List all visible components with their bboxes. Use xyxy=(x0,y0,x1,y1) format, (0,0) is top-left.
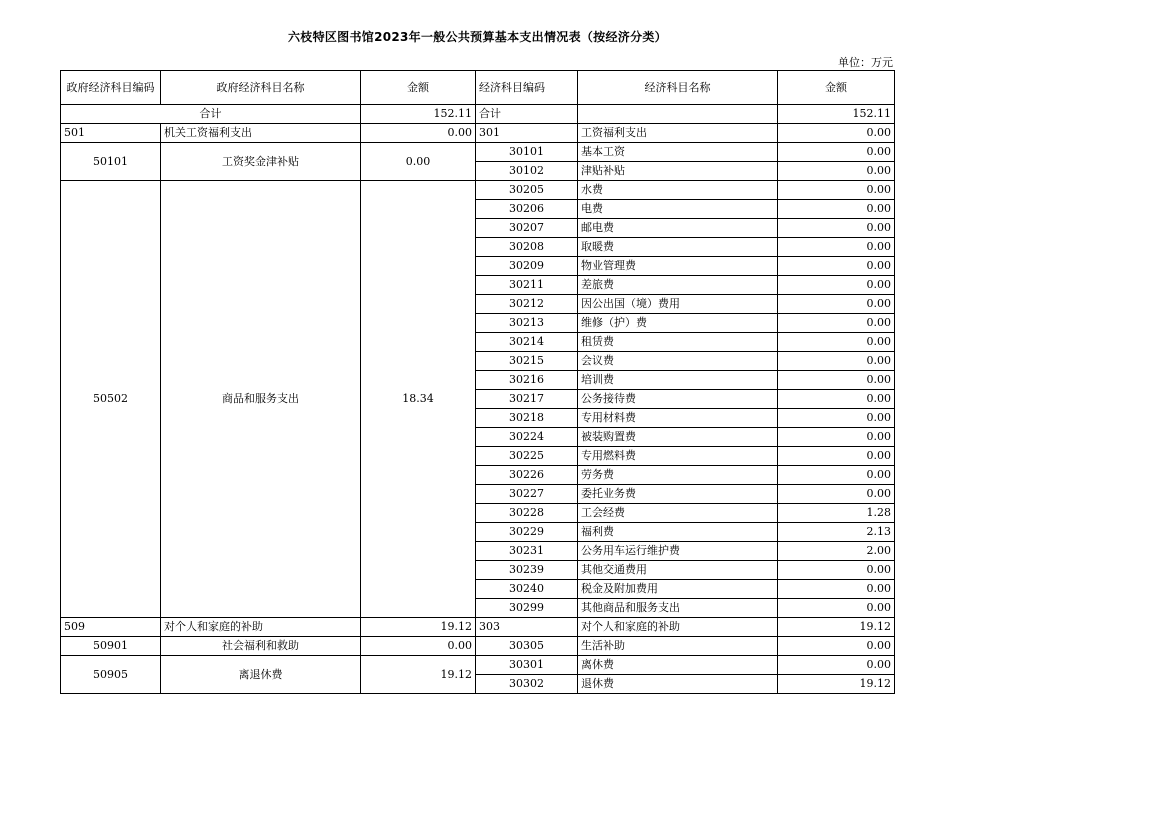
eco-code-cell: 30227 xyxy=(476,485,578,504)
unit-label: 单位：万元 xyxy=(838,56,893,69)
eco-amount-cell: 0.00 xyxy=(778,561,895,580)
gov-amount-cell: 19.12 xyxy=(361,656,476,694)
eco-name-cell: 专用材料费 xyxy=(578,409,778,428)
eco-name-cell: 维修（护）费 xyxy=(578,314,778,333)
eco-amount-cell: 0.00 xyxy=(778,219,895,238)
gov-amount-cell: 0.00 xyxy=(361,124,476,143)
gov-name-cell: 商品和服务支出 xyxy=(161,181,361,618)
eco-amount-cell: 0.00 xyxy=(778,181,895,200)
eco-amount-cell: 0.00 xyxy=(778,162,895,181)
eco-name-cell: 公务用车运行维护费 xyxy=(578,542,778,561)
eco-code-cell: 30302 xyxy=(476,675,578,694)
eco-code-cell: 30205 xyxy=(476,181,578,200)
table-row xyxy=(61,656,895,675)
eco-amount-cell: 0.00 xyxy=(778,466,895,485)
table-row xyxy=(61,618,895,637)
eco-amount-cell: 0.00 xyxy=(778,314,895,333)
eco-name-cell: 工资福利支出 xyxy=(578,124,778,143)
eco-amount-cell: 0.00 xyxy=(778,257,895,276)
eco-amount-cell: 0.00 xyxy=(778,200,895,219)
eco-code-cell: 30206 xyxy=(476,200,578,219)
table-row xyxy=(61,143,895,162)
eco-code-cell: 30305 xyxy=(476,637,578,656)
eco-name-cell: 水费 xyxy=(578,181,778,200)
total-label: 合计 xyxy=(61,105,361,124)
eco-name-cell: 取暖费 xyxy=(578,238,778,257)
eco-amount-cell: 0.00 xyxy=(778,238,895,257)
eco-name-cell: 福利费 xyxy=(578,523,778,542)
gov-amount-cell: 0.00 xyxy=(361,637,476,656)
eco-amount-cell: 19.12 xyxy=(778,675,895,694)
expenditure-table xyxy=(60,70,895,694)
eco-name-cell: 委托业务费 xyxy=(578,485,778,504)
header-eco-amount: 金额 xyxy=(778,71,895,105)
gov-name-cell: 工资奖金津补贴 xyxy=(161,143,361,181)
eco-code-cell: 30224 xyxy=(476,428,578,447)
eco-name-cell: 被装购置费 xyxy=(578,428,778,447)
eco-name-cell: 其他交通费用 xyxy=(578,561,778,580)
eco-code-cell: 30214 xyxy=(476,333,578,352)
eco-code-cell: 30229 xyxy=(476,523,578,542)
gov-code-cell: 50905 xyxy=(61,656,161,694)
gov-code-cell: 50502 xyxy=(61,181,161,618)
gov-code-cell: 509 xyxy=(61,618,161,637)
eco-amount-cell: 0.00 xyxy=(778,371,895,390)
eco-amount-cell: 0.00 xyxy=(778,447,895,466)
eco-name-cell: 会议费 xyxy=(578,352,778,371)
table-row xyxy=(61,124,895,143)
header-gov-name: 政府经济科目名称 xyxy=(161,71,361,105)
gov-amount-cell: 0.00 xyxy=(361,143,476,181)
eco-amount-cell: 0.00 xyxy=(778,295,895,314)
eco-name-cell: 基本工资 xyxy=(578,143,778,162)
eco-amount-cell: 0.00 xyxy=(778,656,895,675)
eco-code-cell: 30213 xyxy=(476,314,578,333)
gov-name-cell: 机关工资福利支出 xyxy=(161,124,361,143)
eco-name-cell: 对个人和家庭的补助 xyxy=(578,618,778,637)
eco-name-cell: 离休费 xyxy=(578,656,778,675)
eco-amount-cell: 0.00 xyxy=(778,637,895,656)
eco-amount-cell: 0.00 xyxy=(778,333,895,352)
header-eco-code: 经济科目编码 xyxy=(476,71,578,105)
eco-name-cell: 培训费 xyxy=(578,371,778,390)
eco-name-cell: 电费 xyxy=(578,200,778,219)
eco-code-cell: 30207 xyxy=(476,219,578,238)
eco-code-cell: 30226 xyxy=(476,466,578,485)
eco-name-cell: 专用燃料费 xyxy=(578,447,778,466)
eco-name-cell: 公务接待费 xyxy=(578,390,778,409)
eco-name-cell: 差旅费 xyxy=(578,276,778,295)
eco-code-cell: 30211 xyxy=(476,276,578,295)
gov-name-cell: 离退休费 xyxy=(161,656,361,694)
eco-amount-cell: 0.00 xyxy=(778,352,895,371)
eco-code-cell: 30216 xyxy=(476,371,578,390)
eco-name-cell: 退休费 xyxy=(578,675,778,694)
eco-code-cell: 30299 xyxy=(476,599,578,618)
eco-code-cell: 30240 xyxy=(476,580,578,599)
eco-name-cell: 因公出国（境）费用 xyxy=(578,295,778,314)
eco-name-cell: 工会经费 xyxy=(578,504,778,523)
eco-code-cell: 30218 xyxy=(476,409,578,428)
header-eco-name: 经济科目名称 xyxy=(578,71,778,105)
eco-amount-cell: 0.00 xyxy=(778,485,895,504)
eco-amount-cell: 0.00 xyxy=(778,409,895,428)
eco-code-cell: 30212 xyxy=(476,295,578,314)
total-eco-amount: 152.11 xyxy=(778,105,895,124)
eco-name-cell: 物业管理费 xyxy=(578,257,778,276)
eco-code-cell: 30301 xyxy=(476,656,578,675)
eco-name-cell: 其他商品和服务支出 xyxy=(578,599,778,618)
gov-name-cell: 社会福利和救助 xyxy=(161,637,361,656)
eco-amount-cell: 1.28 xyxy=(778,504,895,523)
gov-amount-cell: 18.34 xyxy=(361,181,476,618)
gov-name-cell: 对个人和家庭的补助 xyxy=(161,618,361,637)
eco-amount-cell: 0.00 xyxy=(778,428,895,447)
eco-name-cell: 税金及附加费用 xyxy=(578,580,778,599)
header-gov-amount: 金额 xyxy=(361,71,476,105)
gov-amount-cell: 19.12 xyxy=(361,618,476,637)
eco-name-cell: 邮电费 xyxy=(578,219,778,238)
eco-code-cell: 301 xyxy=(476,124,578,143)
table-row xyxy=(61,181,895,200)
eco-code-cell: 30208 xyxy=(476,238,578,257)
total-gov-amount: 152.11 xyxy=(361,105,476,124)
eco-name-cell: 租赁费 xyxy=(578,333,778,352)
eco-code-cell: 303 xyxy=(476,618,578,637)
eco-code-cell: 30239 xyxy=(476,561,578,580)
eco-code-cell: 30209 xyxy=(476,257,578,276)
table-row xyxy=(61,637,895,656)
gov-code-cell: 50101 xyxy=(61,143,161,181)
page-title: 六枝特区图书馆2023年一般公共预算基本支出情况表（按经济分类） xyxy=(287,30,667,44)
eco-code-cell: 30102 xyxy=(476,162,578,181)
eco-amount-cell: 2.00 xyxy=(778,542,895,561)
eco-code-cell: 30101 xyxy=(476,143,578,162)
eco-code-cell: 30231 xyxy=(476,542,578,561)
eco-name-cell: 津贴补贴 xyxy=(578,162,778,181)
eco-amount-cell: 0.00 xyxy=(778,276,895,295)
total-eco-name xyxy=(578,105,778,124)
eco-name-cell: 劳务费 xyxy=(578,466,778,485)
eco-amount-cell: 0.00 xyxy=(778,143,895,162)
eco-amount-cell: 19.12 xyxy=(778,618,895,637)
eco-name-cell: 生活补助 xyxy=(578,637,778,656)
gov-code-cell: 50901 xyxy=(61,637,161,656)
total-eco-label: 合计 xyxy=(476,105,578,124)
gov-code-cell: 501 xyxy=(61,124,161,143)
eco-amount-cell: 0.00 xyxy=(778,390,895,409)
eco-code-cell: 30225 xyxy=(476,447,578,466)
header-gov-code: 政府经济科目编码 xyxy=(61,71,161,105)
eco-code-cell: 30215 xyxy=(476,352,578,371)
eco-amount-cell: 2.13 xyxy=(778,523,895,542)
eco-amount-cell: 0.00 xyxy=(778,580,895,599)
eco-code-cell: 30228 xyxy=(476,504,578,523)
total-row xyxy=(61,105,895,124)
eco-amount-cell: 0.00 xyxy=(778,124,895,143)
eco-code-cell: 30217 xyxy=(476,390,578,409)
header-row xyxy=(61,71,895,105)
eco-amount-cell: 0.00 xyxy=(778,599,895,618)
